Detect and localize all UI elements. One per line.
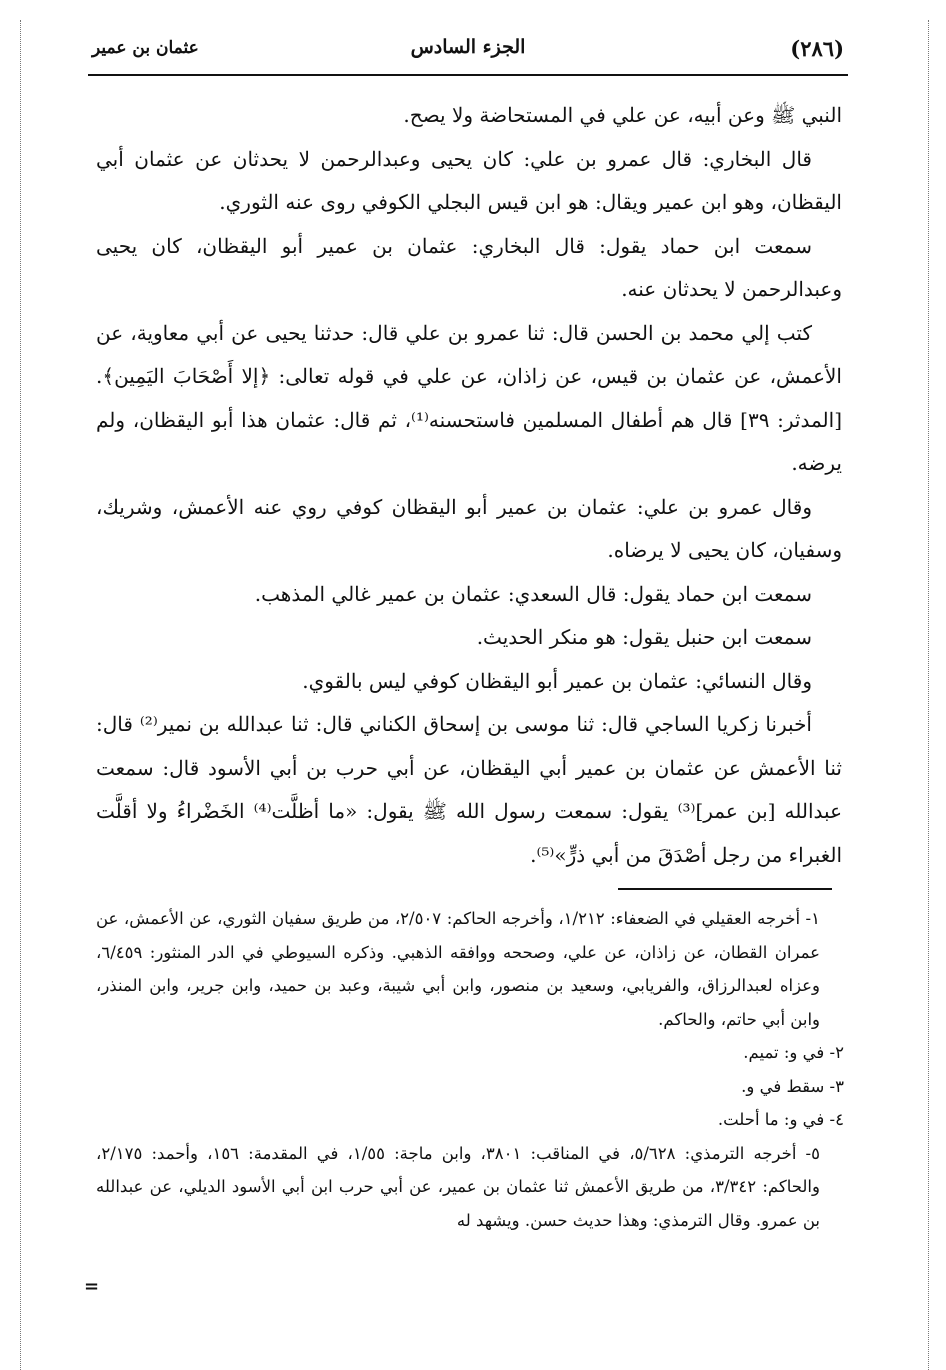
page-number: (٢٨٦) [790, 36, 844, 61]
footnote-separator [618, 888, 832, 890]
paragraph: كتب إلي محمد بن الحسن قال: ثنا عمرو بن علي قال: حدثنا يحيى عن أبي معاوية، عن الأعمش، عن عثمان بن قيس، عن زاذان، عن علي في قوله تعالى: ﴿إلا أَصْحَابَ اليَمِين﴾. [المدثر: ٣٩] قال هم أطفال المسلمين فاستحسنه⁽¹⁾، ثم قال: عثمان هذا أبو اليقظان، ولم يرضه. [96, 320, 843, 475]
margin-line-left [20, 20, 21, 1370]
footnote: ٢- في و: تميم. [743, 1043, 844, 1062]
page-header [92, 30, 844, 70]
continuation-mark: = [84, 1276, 100, 1297]
paragraph: وقال عمرو بن علي: عثمان بن عمير أبو اليقظان كوفي روي عنه الأعمش، وشريك، وسفيان، كان يحيى لا يرضاه. [96, 494, 842, 562]
paragraph: سمعت ابن حنبل يقول: هو منكر الحديث. [476, 625, 812, 649]
footnote: ٥- أخرجه الترمذي: ٥/٦٢٨، في المناقب: ٣٨٠١، وابن ماجة: ١/٥٥، في المقدمة: ١٥٦، وأحمد: ٢/١٧٥، والحاكم: ٣/٣٤٢، من طريق الأعمش ثنا عثمان بن عمير، عن أبي حرب ابن أبي الأسود الديلي، عن عبدالله بن عمرو. وقال الترمذي: وهذا حديث حسن. ويشهد له [96, 1143, 820, 1230]
footnote: ٣- سقط في و. [741, 1076, 844, 1096]
paragraph: النبي ﷺ وعن أبيه، عن علي في المستحاضة ولا يصح. [403, 103, 842, 127]
paragraph: وقال النسائي: عثمان بن عمير أبو اليقظان كوفي ليس بالقوي. [302, 668, 812, 693]
paragraph: أخبرنا زكريا الساجي قال: ثنا موسى بن إسحاق الكناني قال: ثنا عبدالله بن نمير⁽²⁾ قال: ثنا الأعمش عن عثمان بن عمير أبي اليقظان، عن أبي حرب بن أبي الأسود قال: سمعت عبدالله [بن عمر]⁽³⁾ يقول: سمعت رسول الله ﷺ يقول: «ما أظلَّت⁽⁴⁾ الخَضْراءُ ولا أقلَّت الغبراء من رجل أصْدَقَ من أبي ذرٍّ»⁽⁵⁾. [96, 712, 843, 867]
part-title: الجزء السادس [410, 36, 526, 58]
main-text [96, 94, 842, 877]
paragraph: قال البخاري: قال عمرو بن علي: كان يحيى وعبدالرحمن لا يحدثان عن عثمان أبي اليقظان، وهو ابن عمير ويقال: هو ابن قيس البجلي الكوفي روى عنه الثوري. [96, 146, 842, 214]
entry-title: عثمان بن عمير [92, 38, 199, 58]
footnote: ١- أخرجه العقيلي في الضعفاء: ١/٢١٢، وأخرجه الحاكم: ٢/٥٠٧، من طريق سفيان الثوري، عن الأعمش، عن عمران القطان، عن زاذان، عن علي، وصححه ووافقه الذهبي. وذكره السيوطي في الدر المنثور: ٦/٤٥٩، وعزاه لعبدالرزاق، والفريابي، وسعيد بن منصور، وابن أبي شيبة، وعبد بن حميد، وابن جرير، وابن المنذر، وابن أبي حاتم، والحاكم. [96, 909, 820, 1029]
paragraph: سمعت ابن حماد يقول: قال السعدي: عثمان بن عمير غالي المذهب. [254, 581, 812, 606]
footnote: ٤- في و: ما أحلت. [717, 1110, 844, 1129]
header-rule [88, 74, 848, 76]
margin-line-right [928, 20, 929, 1370]
footnotes [96, 902, 844, 1237]
paragraph: سمعت ابن حماد يقول: قال البخاري: عثمان بن عمير أبو اليقظان، كان يحيى وعبدالرحمن لا يحدثان عنه. [96, 233, 842, 301]
